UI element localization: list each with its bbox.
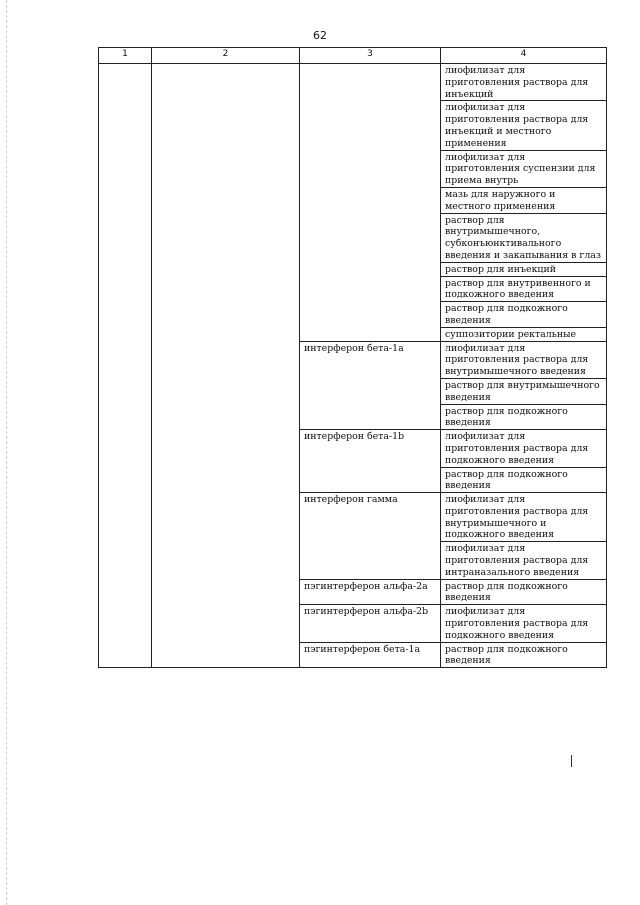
drug-name-cell: пэгинтерферон бета-1a [300, 642, 441, 668]
column-2-cell [152, 64, 300, 668]
page-number: 62 [313, 29, 327, 42]
dosage-form-cell: раствор для подкожного введения [441, 642, 607, 668]
dosage-form-cell: раствор для внутримышечного введения [441, 378, 607, 404]
dosage-form-cell: лиофилизат для приготовления раствора для подкожного введения [441, 430, 607, 467]
dosage-form-cell: лиофилизат для приготовления раствора для внутримышечного и подкожного введения [441, 493, 607, 542]
dosage-form-cell: раствор для подкожного введения [441, 579, 607, 605]
drug-name-cell: интерферон бета-1b [300, 430, 441, 493]
dosage-form-cell: раствор для внутривенного и подкожного введения [441, 276, 607, 302]
drug-table [98, 47, 607, 668]
dosage-form-cell: суппозитории ректальные [441, 327, 607, 341]
scan-mark [571, 755, 572, 767]
column-header-1: 1 [99, 48, 152, 64]
dosage-form-cell: раствор для подкожного введения [441, 302, 607, 328]
dosage-form-cell: мазь для наружного и местного применения [441, 187, 607, 213]
dosage-form-cell: лиофилизат для приготовления раствора для интраназального введения [441, 542, 607, 579]
scan-edge-line [6, 0, 7, 905]
dosage-form-cell: лиофилизат для приготовления раствора для инъекций и местного применения [441, 101, 607, 150]
dosage-form-cell: лиофилизат для приготовления суспензии для приема внутрь [441, 150, 607, 187]
dosage-form-cell: лиофилизат для приготовления раствора для внутримышечного введения [441, 341, 607, 378]
dosage-form-cell: лиофилизат для приготовления раствора для подкожного введения [441, 605, 607, 642]
dosage-form-cell: лиофилизат для приготовления раствора для инъекций [441, 64, 607, 101]
dosage-form-cell: раствор для подкожного введения [441, 467, 607, 493]
header-row [99, 48, 607, 64]
table-body [99, 64, 607, 668]
table-row [99, 64, 607, 101]
dosage-form-cell: раствор для внутримышечного, субконъюнктивального введения и закапывания в глаз [441, 213, 607, 262]
column-1-cell [99, 64, 152, 668]
drug-name-cell: интерферон бета-1a [300, 341, 441, 430]
column-header-4: 4 [441, 48, 607, 64]
dosage-form-cell: раствор для подкожного введения [441, 404, 607, 430]
drug-name-cell: пэгинтерферон альфа-2a [300, 579, 441, 605]
dosage-form-cell: раствор для инъекций [441, 262, 607, 276]
column-header-3: 3 [300, 48, 441, 64]
drug-name-cell [300, 64, 441, 342]
table-header [99, 48, 607, 64]
column-header-2: 2 [152, 48, 300, 64]
drug-name-cell: пэгинтерферон альфа-2b [300, 605, 441, 642]
drug-name-cell: интерферон гамма [300, 493, 441, 580]
